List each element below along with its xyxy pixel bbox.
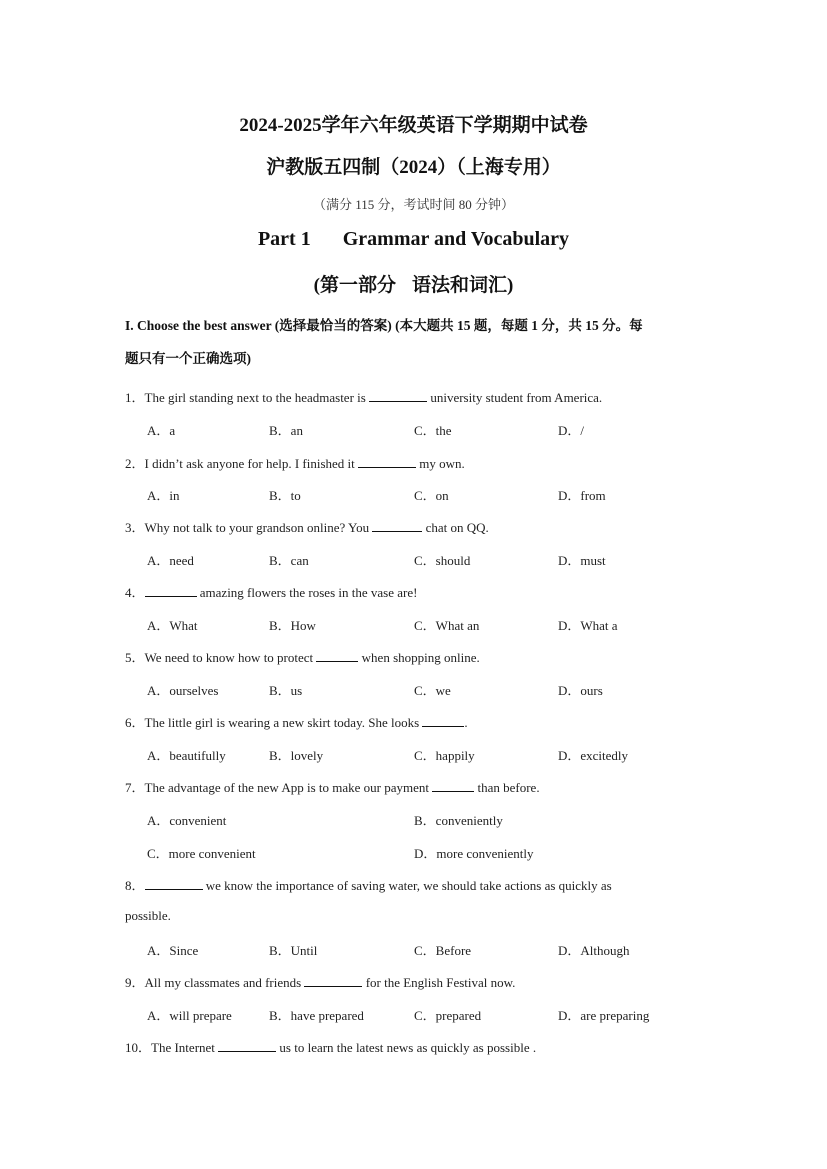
answer-blank <box>145 877 203 890</box>
option-d: D．excitedly <box>558 748 629 763</box>
question-text-after: amazing flowers the roses in the vase are! <box>196 585 418 600</box>
question-number: 8． <box>125 878 145 893</box>
part-subtitle <box>0 270 827 297</box>
part-label: Part 1 <box>257 228 311 250</box>
option-a: A．will prepare <box>147 1008 232 1023</box>
option-c: C．the <box>414 423 452 438</box>
question-number: 10． <box>125 1040 152 1055</box>
question-number: 7． <box>125 780 145 795</box>
question-number: 1． <box>125 390 145 405</box>
option-c: C．prepared <box>414 1008 482 1023</box>
question-number: 5． <box>125 650 145 665</box>
question-number: 9． <box>125 975 145 990</box>
answer-blank <box>145 584 197 597</box>
option-b: B．can <box>269 553 309 568</box>
option-a: A．in <box>147 488 180 503</box>
option-a: A．ourselves <box>147 683 219 698</box>
option-c: C．Before <box>414 943 472 958</box>
section-instruction <box>125 309 715 375</box>
answer-blank <box>372 519 422 532</box>
question-1 <box>125 387 602 406</box>
question-8-continuation: possible. <box>125 908 171 923</box>
option-b: B．have prepared <box>269 1008 364 1023</box>
option-a: A．need <box>147 553 194 568</box>
question-text-after: university student from America. <box>427 390 603 405</box>
option-b: B．an <box>269 423 303 438</box>
exam-title: 2024-2025学年六年级英语下学期期中试卷 <box>239 115 588 136</box>
option-c: C．we <box>414 683 451 698</box>
question-number: 6． <box>125 715 145 730</box>
option-b: B．us <box>269 683 303 698</box>
question-7 <box>125 777 540 796</box>
answer-blank <box>369 389 427 402</box>
part-name: Grammar and Vocabulary <box>342 228 570 250</box>
option-b: B．How <box>269 618 316 633</box>
option-c: C．should <box>414 553 471 568</box>
question-text-before: Why not talk to your grandson online? You <box>144 520 373 535</box>
option-d: D．What a <box>558 618 618 633</box>
instruction-line-1: I. Choose the best answer (选择最恰当的答案) (本大题共 15 题，每题 1 分，共 15 分。每 <box>125 318 643 333</box>
question-3 <box>125 517 489 536</box>
option-a: A．beautifully <box>147 748 226 763</box>
answer-blank <box>432 779 474 792</box>
option-b: B．conveniently <box>414 813 503 828</box>
question-2 <box>125 453 465 472</box>
question-text-after: when shopping online. <box>358 650 480 665</box>
option-a: A．a <box>147 423 176 438</box>
option-c: C．more convenient <box>147 846 256 861</box>
question-text-before: The advantage of the new App is to make our payment <box>144 780 433 795</box>
question-text-after: . <box>464 715 468 730</box>
part-cn-label: (第一部分 <box>313 275 396 296</box>
question-4 <box>125 582 417 601</box>
question-6 <box>125 712 468 731</box>
question-text-before: The Internet <box>151 1040 219 1055</box>
option-b: B．to <box>269 488 301 503</box>
question-text-before: The little girl is wearing a new skirt today. She looks <box>144 715 423 730</box>
option-b: B．Until <box>269 943 318 958</box>
answer-blank <box>358 455 416 468</box>
question-text-after: us to learn the latest news as quickly as possible . <box>276 1040 537 1055</box>
question-10 <box>125 1037 536 1056</box>
option-a: A．Since <box>147 943 199 958</box>
question-text-after: chat on QQ. <box>422 520 489 535</box>
part-title <box>0 228 827 251</box>
option-b: B．lovely <box>269 748 324 763</box>
answer-blank <box>316 649 358 662</box>
option-c: C．What an <box>414 618 480 633</box>
option-a: A．What <box>147 618 198 633</box>
question-number: 4． <box>125 585 145 600</box>
question-text-before: All my classmates and friends <box>144 975 305 990</box>
question-text-before: The girl standing next to the headmaster is <box>144 390 370 405</box>
question-8 <box>125 875 612 894</box>
question-9 <box>125 972 515 991</box>
answer-blank <box>218 1039 276 1052</box>
option-d: D．are preparing <box>558 1008 650 1023</box>
option-c: C．on <box>414 488 449 503</box>
option-d: D．Although <box>558 943 630 958</box>
question-number: 2． <box>125 456 145 471</box>
option-c: C．happily <box>414 748 475 763</box>
instruction-line-2: 题只有一个正确选项) <box>125 351 251 366</box>
option-a: A．convenient <box>147 813 227 828</box>
answer-blank <box>304 974 362 987</box>
option-d: D．from <box>558 488 606 503</box>
option-d: D．more conveniently <box>414 846 534 861</box>
question-text-after: we know the importance of saving water, we should take actions as quickly as <box>202 878 612 893</box>
question-text-after: my own. <box>416 456 465 471</box>
question-text-after: than before. <box>474 780 540 795</box>
question-text-after: for the English Festival now. <box>362 975 516 990</box>
question-5 <box>125 647 480 666</box>
question-number: 3． <box>125 520 145 535</box>
question-text-before: I didn’t ask anyone for help. I finished it <box>144 456 359 471</box>
exam-info: （满分 115 分，考试时间 80 分钟） <box>312 197 515 212</box>
exam-edition: 沪教版五四制（2024）（上海专用） <box>266 157 561 178</box>
option-d: D．/ <box>558 423 585 438</box>
option-d: D．must <box>558 553 606 568</box>
question-text-before: We need to know how to protect <box>144 650 317 665</box>
answer-blank <box>422 714 464 727</box>
part-cn-name: 语法和词汇) <box>412 275 514 296</box>
option-d: D．ours <box>558 683 603 698</box>
